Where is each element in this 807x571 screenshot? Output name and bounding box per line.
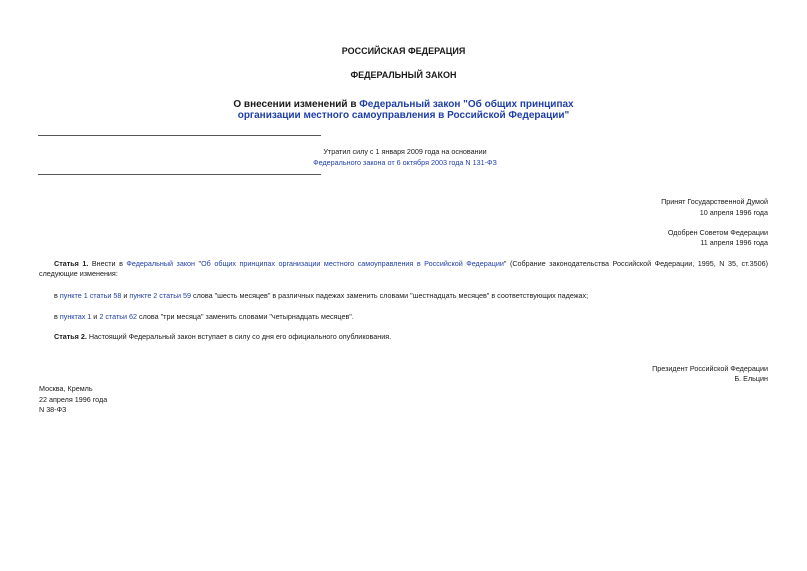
law-title-prefix: О внесении изменений в (233, 99, 360, 110)
article-2-text: Настоящий Федеральный закон вступает в силу со дня его официального опубликования. (86, 332, 392, 341)
repealing-law-link[interactable]: Федерального закона от 6 октября 2003 года N 131-ФЗ (313, 158, 497, 167)
item-1-prefix: в (54, 291, 60, 300)
law-title-line1 (0, 99, 807, 110)
country-heading: РОССИЙСКАЯ ФЕДЕРАЦИЯ (341, 46, 466, 56)
article-1-label: Статья 1. (54, 259, 89, 268)
amended-law-link[interactable]: Федеральный закон "Об общих принципах (359, 99, 574, 110)
item-1-text: слова "шесть месяцев" в различных падежах заменить словами "шестнадцать месяцев" в соответствующих падежах; (191, 291, 589, 300)
signing-place: Москва, Кремль (39, 384, 93, 393)
signatory-name: Б. Ельцин (734, 374, 768, 383)
validity-note-line2 (300, 158, 510, 168)
item-2-prefix: в (54, 312, 60, 321)
council-approval: Одобрен Советом Федерации (667, 228, 768, 237)
council-approval-date: 11 апреля 1996 года (700, 238, 768, 247)
points-1-link[interactable]: пунктах 1 (59, 312, 92, 321)
article-2-label: Статья 2. (54, 332, 87, 341)
signatory-position: Президент Российской Федерации (652, 364, 768, 373)
item-1-and: и (121, 291, 130, 300)
article-2-paragraph (54, 332, 391, 342)
amended-law-link-continued[interactable]: организации местного самоуправления в Российской Федерации" (237, 110, 570, 121)
article-1-text-end: " (Собрание законодательства Российской Федерации, 1995, N 35, ст.3506) следующие изменения: (39, 259, 768, 278)
item-2-text: слова "три месяца" заменить словами "четырнадцать месяцев". (137, 312, 354, 321)
article-1-item-2 (54, 312, 354, 322)
duma-adoption-date: 10 апреля 1996 года (699, 208, 768, 217)
divider-top (38, 135, 321, 136)
article-1-text: Внести в (88, 259, 127, 268)
article-1-quote: " (195, 259, 202, 268)
doc-type-heading: ФЕДЕРАЛЬНЫЙ ЗАКОН (350, 70, 457, 80)
validity-note-line1: Утратил силу с 1 января 2009 года на основании (323, 147, 487, 156)
federal-law-link[interactable]: Федеральный закон (126, 259, 196, 268)
article-58-link[interactable]: пункте 1 статьи 58 (59, 291, 122, 300)
article-59-link[interactable]: пункте 2 статьи 59 (129, 291, 191, 300)
duma-adoption: Принят Государственной Думой (661, 197, 768, 206)
law-name-link[interactable]: Об общих принципах организации местного самоуправления в Российской Федерации (201, 259, 504, 268)
article-62-link[interactable]: 2 статьи 62 (99, 312, 138, 321)
item-2-and: и (91, 312, 100, 321)
article-1-paragraph (39, 259, 768, 279)
divider-bottom (38, 174, 321, 175)
article-1-item-1 (54, 291, 588, 301)
law-number: N 38-ФЗ (39, 405, 67, 414)
signing-date: 22 апреля 1996 года (39, 395, 108, 404)
law-title-line2 (0, 110, 807, 121)
